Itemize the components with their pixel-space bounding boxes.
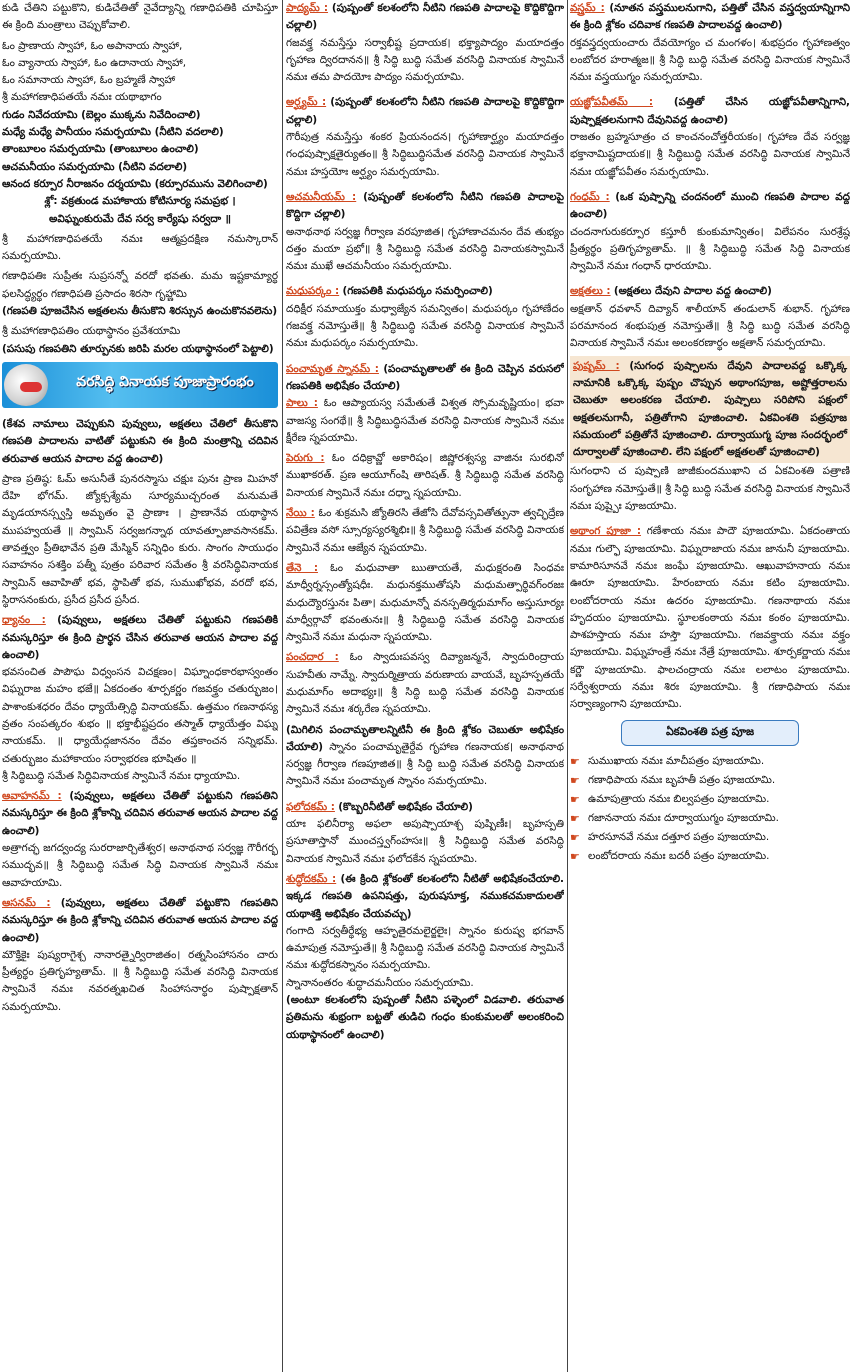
list-item [570, 790, 850, 809]
arghyam-note: (పుష్పంతో కలశంలోని నీటిని గణపతి పాదాలపై కొద్దికొద్దిగా చల్లాలి) [286, 96, 564, 126]
avahanam-note: (పువ్వులు, అక్షతలు చేతితో పట్టుకుని గణపతిని నమస్కరిస్తూ ఈ క్రింది శ్లోకాన్ని చదివిన తరువాత ఆయన పాదాల వద్ద ఉంచాలి) [2, 790, 278, 837]
vastram-text: రక్తవస్త్రద్వయంచారు దేవయోగ్యం చ మంగళం। శుభప్రదం గృహాణత్వం లంబోదర హరాత్మజ॥ శ్రీ సిద్ధి బుద్ధి సమేత వరసిద్ధి వినాయక స్వామినే నమః వస్త్రయుగ్మం సమర్పయామి. [570, 36, 850, 84]
asanam-note: (పువ్వులు, అక్షతలు చేతితో పట్టుకొని గణపతిని నమస్కరిస్తూ ఈ క్రింది శ్లోకాన్ని చదివిన తరువాత ఆయన పాదాల వద్ద ఉంచాలి) [2, 896, 278, 944]
prasada-note: (గణపతి పూజచేసిన అక్షతలను తీసుకొని శిరస్సున ఉంచుకొనవలెను) [2, 305, 278, 318]
mantra-line: ఓం సమానాయ స్వాహా, ఓం బ్రహ్మణే స్వాహా [2, 74, 176, 87]
padyam-text: గజవక్త్ర నమస్తేస్తు సర్వాభీష్ట ప్రదాయక। భక్త్యాపాద్యం మయాదత్తం గృహాణ ద్విరదానన॥ శ్రీ సిద్ధి బుద్ధి సమేత వరసిద్ధి వినాయక స్వామినే నమః తమ పాదయోః పాద్యం సమర్పయామి. [286, 36, 564, 84]
list-item [570, 771, 850, 790]
yathasthana-note: (పసుపు గణపతిని తూర్పునకు జరిపి మరల యథాస్థానంలో పెట్టాలి) [2, 342, 274, 355]
patra-text: లంబోదరాయ నమః బదరీ పత్రం పూజయామి. [588, 849, 770, 862]
phalodakam-note: (కొబ్బరినీటితో అభిషేకం చేయాలి) [338, 800, 473, 813]
list-item [570, 752, 850, 771]
shuddhodakam-text: గంగాది సర్వతీర్థేభ్య ఆహృతైరమలైర్జలైః। స్నానం కురుష్వ భగవాన్ ఉమాపుత్ర నమోస్తుతే॥ శ్రీ సిద్ధిబుద్ధి సమేత వరసిద్ధి వినాయక స్వామినే నమః శుద్ధోదకస్నానం సమర్పయామి. [286, 924, 564, 972]
neyi-heading: నేయి : [286, 507, 315, 520]
column-2 [286, 0, 564, 1372]
athanga-puja-heading: అథాంగ పూజా : [570, 525, 642, 538]
pointing-hand-icon: ☛ [570, 792, 580, 806]
pointing-hand-icon: ☛ [570, 849, 580, 863]
patra-text: సుముఖాయ నమః మాచీపత్రం పూజయామి. [588, 754, 765, 767]
mantra-line: ఓం ప్రాణాయ స్వాహా, ఓం అపానాయ స్వాహా, [2, 39, 183, 52]
phalodakam-heading: ఫలోదకమ్ : [286, 800, 335, 813]
column-divider [282, 0, 283, 1372]
athanga-puja-text: గణేశాయ నమః పాదౌ పూజయామి. ఏకదంతాయ నమః గుల్ఫౌ పూజయామి. విఘ్నరాజాయ నమః జానునీ పూజయామి. కామారిసూనవే నమః జంఘే పూజయామి. ఆఖువాహనాయ నమః ఊరూ పూజయామి. హేరంబాయ నమః కటిం పూజయామి. లంబోదరాయ నమః ఉదరం పూజయామి. గణనాథాయ నమః హృదయం పూజయామి. స్థూలకంఠాయ నమః కంఠం పూజయామి. పాశహస్తాయ నమః హస్తౌ పూజయామి. గజవక్త్రాయ నమః వక్త్రం పూజయామి. విఘ్నహంత్రే నమః నేత్రే పూజయామి. శూర్పకర్ణాయ నమః కర్ణౌ పూజయామి. ఫాలచంద్రాయ నమః లలాటం పూజయామి. సర్వేశ్వరాయ నమః శిరః పూజయామి. శ్రీ గణాధిపాయ నమః సర్వాణ్యంగాని పూజయామి. [570, 525, 850, 711]
arghyam-text: గౌరీపుత్ర నమస్తేస్తు శంకర ప్రియనందన। గృహాణార్ఘ్యం మయాదత్తం గంధపుష్పాక్షతైర్యుతం॥ శ్రీ సిద్ధిబుద్ధిసమేత వరసిద్ధి వినాయక స్వామినే నమః హస్తయోః అర్ఘ్యం సమర్పయామి. [286, 131, 564, 178]
akshatalu-text: అక్షతాన్ ధవళాన్ దివ్యాన్ శాలీయాన్ తండులాన్ శుభాన్. గృహాణ పరమానంద శంభుపుత్ర నమోస్తుతే॥ శ్రీ సిద్ధి బుద్ధి సమేత వరసిద్ధి వినాయక స్వామినే నమః అలంకరణార్థం అక్షతాన్ సమర్పయామి. [570, 302, 850, 350]
vastram-note: (నూతన వస్త్రములనుగాని, పత్తితో చేసిన వస్త్రద్వయాన్నిగాని ఈ క్రింది శ్లోకం చదివాక గణపతి పాదాలవద్ద ఉంచాలి) [570, 2, 850, 32]
mantra-line: ఆనంద కర్పూర నీరాజనం దర్శయామి (కర్పూరమును వెలిగించాలి) [2, 177, 268, 190]
tene-text: ఓం మధువాతా ఋతాయతే, మధుక్షరంతి సింధవః మాధ్వీర్నస్సంత్యోషధీః. మధునక్తముతోషసి మధుమత్పార్థివగ్ంరజః మధుద్యౌరస్తునః పితా। మధుమాన్నో వనస్పతిర్మధుమాగ్ం అస్తుసూర్యః మాధ్వీర్గావో భవంతునః॥ శ్రీ సిద్ధిబుద్ధి సమేత వరసిద్ధి వినాయక స్వామినే నమః మధునా స్నపయామి. [286, 561, 564, 644]
mantra-list [2, 38, 278, 194]
shuddhodakam-heading: శుద్ధోదకమ్ : [286, 872, 337, 885]
arghyam-heading: అర్ఘ్యమ్ : [286, 96, 327, 109]
patra-text: హరసూనవే నమః దత్తూర పత్రం పూజయామి. [588, 830, 770, 843]
prana-pratishtha-text: ప్రాణ ప్రతిష్ఠ: ఓమ్ అసునీతే పునరస్మాసు చక్షుః పునః ప్రాణ మిహనో దేహి భోగమ్. జ్యోక్పశ్యేమ సూర్యముచ్చరంత మనుమతే మృడయానస్స్వస్తి అమృతం వై ప్రాణాః । ప్రాణానేవ యథాస్థాన ముపహ్వయతే ॥ స్వామిన్ సర్వజగన్నాథ యావత్పూజావసానకమ్. తావత్త్వం ప్రీతిభావేన ప్రతి మేస్మిన్ సన్నిధిం కురు. సాంగం సాయుధం సవాహనం సశక్తిం పత్నీ పుత్రం పరివార సమేతం శ్రీ వరసిద్ధివినాయక స్వామిన్ ఆవాహితో భవ, స్థాపితో భవ, సుముఖోభవ, వరదో భవ, స్థిరాసనంకురు, ప్రసీద ప్రసీద ప్రసీద. [2, 472, 278, 606]
banner-title: వరసిద్ధి వినాయక పూజాప్రారంభం [76, 373, 254, 390]
madhuparkam-text: దధిక్షీర సమాయుక్తం మధ్వాజ్యేన సమన్వితం। మధుపర్కం గృహాణేదం గజవక్త్ర నమోస్తుతే॥ శ్రీ సిద్ధిబుద్ధి సమేత వరసిద్ధి వినాయక స్వామినే నమః మధుపర్కం సమర్పయామి. [286, 302, 564, 350]
neyi-text: ఓం శుక్రమసి జ్యోతిరసి తేజోసి దేవోవస్సవితోత్పునా త్వచ్ఛిద్రేణ పవిత్రేణ వసో స్సూర్యస్యరశ్మిభిః॥ శ్రీ సిద్ధిబుద్ధి సమేత వరసిద్ధి వినాయక స్వామినే నమః ఆజ్యేన స్నపయామి. [286, 507, 564, 554]
column-1 [2, 0, 278, 1372]
padyam-note: (పుష్పంతో కలశంలోని నీటిని గణపతి పాదాలపై కొద్దికొద్దిగా చల్లాలి) [286, 2, 564, 32]
mantra-line: మధ్యే మధ్యే పానీయం సమర్పయామి (నీటిని వదలాలి) [2, 126, 224, 139]
vastram-heading: వస్త్రమ్ : [570, 2, 605, 14]
shloka-line-2: అవిఘ్నంకురుమే దేవ సర్వ కార్యేషు సర్వదా ॥ [49, 212, 231, 225]
gandham-heading: గంధమ్ : [570, 190, 610, 203]
perugu-text: ఓం దధిక్రావ్ణో అకారిషం। జిష్ణోరశ్వస్య వాజినః సురభినో ముఖాకరత్. ప్రణ ఆయూగ్ంషి తారిషత్. శ్రీ సిద్ధిబుద్ధి సమేత వరసిద్ధి వినాయక స్వామినే నమః దధ్నా స్నపయామి. [286, 452, 564, 499]
yajnopavitam-heading: యజ్ఞోపవీతమ్ : [570, 96, 654, 109]
ekavimshati-title: ఏకవింశతి పత్ర పూజ [621, 720, 799, 746]
panchadara-text: ఓం స్వాదుఃపవస్వ దివ్యాజన్మనే, స్వాదురింద్రాయ సుహవీతు నామ్నే. స్వాదుర్మిత్రాయ వరుణాయ వాయవే, బృహస్పతయే మధుమాగ్ం అదాభ్యః॥ శ్రీ సిద్ధి బుద్ధి సమేత వరసిద్ధి వినాయక స్వామినే నమః శర్కరేణ స్నపయామి. [286, 651, 564, 716]
patra-text: ఉమాపుత్రాయ నమః బిల్వపత్రం పూజయామి. [588, 792, 770, 805]
asanam-heading: ఆసనమ్ : [2, 896, 51, 909]
pointing-hand-icon: ☛ [570, 754, 580, 768]
shuddhodakam-note: (ఈ క్రింది శ్లోకంతో కలశంలోని నీటితో అభిషేకంచేయాలి. ఇక్కడ గణపతి ఉపనిషత్తు, పురుషసూక్త, నముకచమకాదులతో యథాశక్తి అభిషేకం చేయవచ్చు) [286, 872, 564, 920]
prasada-text: గణాధిపతిః సుప్రీతః సుప్రసన్నో వరదో భవతు. మమ ఇష్టకామ్యార్థ ఫలసిద్ధ్యర్థం గణాధిపతి ప్రసాదం శిరసా గృహ్ణామి [2, 270, 278, 300]
panchadara-heading: పంచదార : [286, 651, 339, 664]
migilina-text: స్నానం పంచామృతైర్దేవ గృహాణ గణనాయక। అనాథనాథ సర్వజ్ఞ గీర్వాణ గణపూజిత॥ శ్రీ సిద్ధి బుద్ధి సమేత వరసిద్ధి వినాయక స్వామినే నమః పంచామృత స్నానం సమర్పయామి. [286, 740, 564, 788]
mantra-line: ఆచమనీయం సమర్పయామి (నీటిని వదలాలి) [2, 160, 188, 173]
madhuparkam-heading: మధుపర్కం : [286, 285, 340, 298]
column-3 [570, 0, 850, 1372]
mantra-line: తాంబూలం సమర్పయామి (తాంబూలం ఉంచాలి) [2, 143, 199, 156]
avahanam-text: అత్రాగచ్ఛ జగద్వంద్య సురరాజార్చితేశ్వర। అనాథనాథ సర్వజ్ఞ గౌరీగర్భ సముద్భవ॥ శ్రీ సిద్ధిబుద్ధి సమేత సిద్ధి వినాయక స్వామినే నమః ఆవాహయామి. [2, 842, 278, 889]
migilina-note: (మిగిలిన పంచామృతాలన్నిటినీ ఈ క్రింది శ్లోకం చెబుతూ అభిషేకం చేయాలి) [286, 723, 564, 753]
yathasthana-text: శ్రీ మహాగణాధిపతిం యథాస్థానం ప్రవేశయామి [2, 325, 181, 338]
dhyanam-end: శ్రీ సిద్ధిబుద్ధి సమేత సిద్ధివినాయక స్వామినే నమః ధ్యాయామి. [2, 769, 241, 782]
tene-heading: తేనె : [286, 561, 318, 574]
mantra-line: ఓం వ్యానాయ స్వాహా, ఓం ఉదానాయ స్వాహా, [2, 56, 186, 69]
dhyanam-heading: ధ్యానం : [2, 614, 46, 627]
mantra-line: గుడం నివేదయామి (బెల్లం ముక్కను నివేదించాలి) [2, 108, 201, 121]
pointing-hand-icon: ☛ [570, 830, 580, 844]
asanam-text: మౌక్తికైః పుష్యరాగైశ్చ నానారత్నైర్విరాజితం। రత్నసింహాసనం చారు ప్రీత్యర్థం ప్రతిగృహ్యతామ్. ॥ శ్రీ సిద్ధిబుద్ధి సమేత వరసిద్ధి వినాయక స్వామినే నమః నవరత్నఖచిత సింహాసనార్థం పుష్పాక్షతాన్ సమర్పయామి. [2, 948, 278, 1013]
akshatalu-heading: అక్షతలు : [570, 285, 611, 298]
achamaniyam-text: అనాథనాథ సర్వజ్ఞ గీర్వాణ వరపూజిత। గృహాణాచమనం దేవ తుభ్యం దత్తం మయా ప్రభో॥ శ్రీ సిద్ధిబుద్ధి సమేత వరసిద్ధి వినాయకస్వామినే నమః ముఖే ఆచమనీయం సమర్పయామి. [286, 225, 564, 273]
list-item [570, 828, 850, 847]
patra-puja-list [570, 752, 850, 866]
ganesha-icon [4, 364, 48, 406]
yajnopavitam-note: (పత్తితో చేసిన యజ్ఞోపవీతాన్నిగాని, పుష్పాక్షతలనుగాని దేవునివద్ద ఉంచాలి) [570, 96, 850, 126]
panchamruta-heading: పంచామృత స్నానమ్ : [286, 362, 379, 375]
akshatalu-note: (అక్షతలు దేవుని పాదాల వద్ద ఉంచాలి) [613, 285, 772, 298]
padyam-heading: పాద్యమ్ : [286, 2, 329, 14]
list-item [570, 847, 850, 866]
namaskara-text: శ్రీ మహాగణాధిపతయే నమః ఆత్మప్రదక్షిణ నమస్కారాన్ సమర్పయామి. [2, 232, 278, 263]
madhuparkam-note: (గణపతికి మధుపర్కం సమర్పించాలి) [342, 285, 493, 298]
palu-text: ఓం ఆప్యాయస్వ సమేతుతే విశ్వత స్సోమవృష్ణియం। భవా వాజస్య సంగథే॥ శ్రీ సిద్ధిబుద్ధిసమేత వరసిద్ధి వినాయక స్వామినే నమః క్షీరేణ స్నపయామి. [286, 397, 564, 444]
patra-text: గజాననాయ నమః దూర్వాయుగ్మం పూజయామి. [588, 811, 779, 824]
pushpam-text: సుగంధాని చ పుష్పాణి జాజీకుందముఖాని చ ఏకవింశతి పత్రాణి సంగృహాణ నమోస్తుతే॥ శ్రీ సిద్ధి బుద్ధి సమేత వరసిద్ధి వినాయక స్వామినే నమః పుష్పైః పూజయామి. [570, 465, 850, 513]
palu-heading: పాలు : [286, 397, 318, 410]
pointing-hand-icon: ☛ [570, 773, 580, 787]
shloka-line-1: శ్లో: వక్రతుండ మహాకాయ కోటిసూర్య సమప్రభ । [44, 195, 236, 208]
kesava-note: (కేశవ నామాలు చెప్పుకుని పువ్వులు, అక్షతలు చేతిలో తీసుకొని గణపతి పాదాలను వాటితో పట్టుకుని ఈ క్రింది మంత్రాన్ని చదివిన తరువాత ఆయన పాదాల వద్ద ఉంచాలి) [2, 417, 278, 465]
dhyanam-text: భవసంచిత పాపౌఘ విధ్వంసన విచక్షణం। విఘ్నాంధకారభాస్వంతం విఘ్నరాజ మహం భజే॥ ఏకదంతం శూర్పకర్ణం గజవక్త్రం చతుర్భుజం। పాశాంకుశధరం దేవం ధ్యాయేత్సిద్ధి వినాయకమ్. ఉత్తమం గణనాథస్య వ్రతం సంపత్కరం శుభం ॥ భక్తాభీష్టప్రదం తస్మాత్ ధ్యాయేత్తం విఘ్న నాయకమ్. ॥ ధ్యాయేద్గజాననం దేవం తప్తకాంచన సన్నిభమ్. చతుర్భుజం మహాకాయం సర్వాభరణ భూషితం ॥ [2, 666, 278, 765]
mantra-line: శ్రీ మహాగణాధిపతయే నమః యథాభాగం [2, 91, 162, 104]
dhyanam-note: (పువ్వులు, అక్షతలు చేతితో పట్టుకుని గణపతికి నమస్కరిస్తూ ఈ క్రింది ప్రార్థన చేసిన తరువాత ఆయన పాదాల వద్ద ఉంచాలి) [2, 614, 278, 661]
puja-start-banner [2, 362, 278, 408]
pointing-hand-icon: ☛ [570, 811, 580, 825]
gandham-note: (ఒక పుష్పాన్ని చందనంలో ముంచి గణపతి పాదాల వద్ద ఉంచాలి) [570, 190, 850, 221]
abhisheka-end-note: (అంటూ కలశంలోని పుష్పంతో నీటిని పళ్ళెంలో విడవాలి. తరువాత ప్రతిమను శుభ్రంగా బట్టతో తుడిచి గంధం కుంకుమలతో అలంకరించి యథాస్థానంలో ఉంచాలి) [286, 994, 564, 1041]
panchamruta-note: (పంచామృతాలతో ఈ క్రింది చెప్పిన వరుసలో గణపతికి అభిషేకం చేయాలి) [286, 362, 564, 392]
perugu-heading: పెరుగు : [286, 452, 325, 465]
pushpam-heading: పుష్పమ్ : [573, 359, 620, 372]
snananantaram-text: స్నానానంతరం శుద్ధాచమనీయం సమర్పయామి. [286, 976, 474, 989]
phalodakam-text: యాః ఫలినీర్యా అఫలా అపుష్పాయాశ్చ పుష్పిణీః। బృహస్పతి ప్రసూతాస్తానో ముంచస్త్వగ్ంహసః॥ శ్రీ సిద్ధిబుద్ధి సమేత వరసిద్ధి వినాయక స్వామినే నమః ఫలోదకేన స్నపయామి. [286, 818, 564, 865]
patra-text: గణాధిపాయ నమః బృహతీ పత్రం పూజయామి. [588, 773, 776, 786]
gandham-text: చందనాగురుకర్పూర కస్తూరీ కుంకుమాన్వితం। విలేపనం సురశ్రేష్ఠ ప్రీత్యర్థం ప్రతిగృహ్యతామ్. ॥ శ్రీ సిద్ధిబుద్ధి సమేత సిద్ధి వినాయక స్వామినే నమః గంధాన్ ధారయామి. [570, 225, 850, 273]
avahanam-heading: ఆవాహనమ్ : [2, 790, 62, 803]
pushpam-note: (సుగంధ పుష్పాలను దేవుని పాదాలవద్ద ఒక్కొక్క నామానికి ఒక్కొక్క పుష్పం చొప్పున అథాంగపూజ, అష్టోత్తరాలను చెబుతూ అలంకరణ చేయాలి. పుష్పాలు సరిపోని పక్షంలో అక్షతలనుగానీ, పత్రితోగాని పూజించాలి. ఏకవింశతి పత్రపూజ సమయంలో పత్రితోనే పూజించాలి. దూర్వాయుగ్మ పూజ సందర్భంలో దూర్వాలతో పూజించాలి. లేని పక్షంలో అక్షతలతో పూజించాలి) [573, 359, 847, 459]
column-divider [567, 0, 568, 1372]
intro-text: కుడి చేతిని పట్టుకొని, కుడిచేతితో నైవేద్యాన్ని గణాధిపతికి చూపిస్తూ ఈ క్రింది మంత్రాలు చెప్పుకోవాలి. [2, 2, 278, 32]
yajnopavitam-text: రాజతం బ్రహ్మసూత్రం చ కాంచనంచోత్తరీయకం। గృహాణ దేవ సర్వజ్ఞ భక్తానామిష్టదాయక॥ శ్రీ సిద్ధిబుద్ధి సమేత వరసిద్ధి వినాయక స్వామినే నమః యజ్ఞోపవీతం సమర్పయామి. [570, 131, 850, 178]
achamaniyam-note: (పుష్పంతో కలశంలోని నీటిని గణపతి పాదాలపై కొద్దిగా చల్లాలి) [286, 190, 564, 221]
list-item [570, 809, 850, 828]
achamaniyam-heading: ఆచమనీయమ్ : [286, 190, 357, 203]
